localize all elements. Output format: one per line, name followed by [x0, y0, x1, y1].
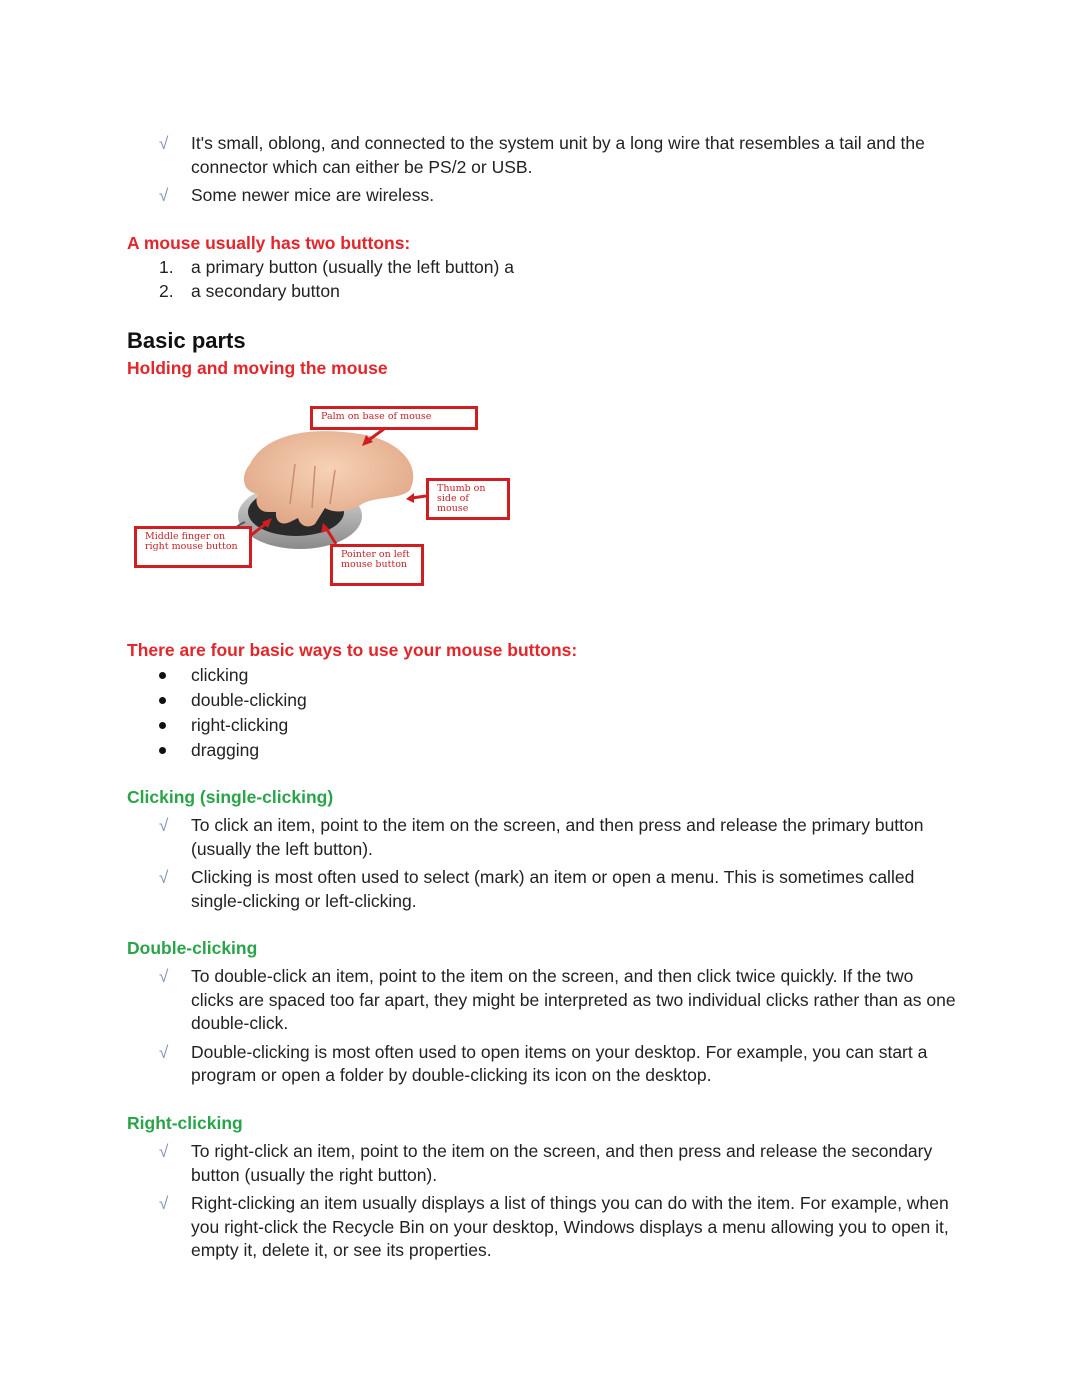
- check-icon: √: [159, 186, 169, 205]
- check-icon: √: [159, 1042, 169, 1062]
- check-item: [0, 1041, 1080, 1088]
- numbered-item-text: a primary button (usually the left button) a: [191, 257, 514, 277]
- bullet-icon: [159, 722, 166, 729]
- ways-bullet-list: [0, 663, 1080, 763]
- check-icon: √: [159, 134, 169, 153]
- bullet-item: [0, 738, 1080, 763]
- callout-middle-finger: Middle finger on right mouse button: [134, 526, 252, 568]
- check-item: [0, 1192, 1080, 1263]
- check-item-text: Some newer mice are wireless.: [191, 185, 435, 205]
- bullet-item: [0, 663, 1080, 688]
- arrow-head: [406, 493, 414, 503]
- buttons-heading: A mouse usually has two buttons:: [127, 233, 411, 253]
- double-clicking-check-list: [0, 965, 1080, 1093]
- check-item: [0, 132, 1080, 179]
- buttons-numbered-list: [0, 256, 1080, 303]
- check-item: [0, 1140, 1080, 1187]
- basic-parts-subtitle: Holding and moving the mouse: [127, 358, 388, 378]
- check-item: [0, 184, 1080, 208]
- check-item-text: To click an item, point to the item on the screen, and then press and release the primary button (usually the left button).: [191, 815, 924, 859]
- check-item: [0, 866, 1080, 913]
- numbered-item-text: a secondary button: [191, 280, 340, 301]
- callout-pointer: Pointer on left mouse button: [330, 544, 424, 586]
- bullet-icon: [159, 697, 166, 704]
- check-item-text: To double-click an item, point to the item on the screen, and then click twice quickly. If the two clicks are spaced too far apart, they might be interpreted as two individual clicks rather than as one double-click.: [191, 966, 956, 1033]
- bullet-item-text: clicking: [191, 665, 249, 685]
- numbered-item: [0, 280, 1080, 304]
- bullet-icon: [159, 672, 166, 679]
- check-item-text: Clicking is most often used to select (mark) an item or open a menu. This is sometimes called single-clicking or left-clicking.: [191, 867, 915, 911]
- check-icon: √: [159, 1142, 169, 1161]
- number-marker: 1.: [159, 257, 174, 277]
- bullet-item: [0, 713, 1080, 738]
- check-icon: √: [159, 967, 169, 986]
- ways-heading: There are four basic ways to use your mouse buttons:: [127, 640, 578, 660]
- bullet-item-text: double-clicking: [191, 690, 307, 710]
- intro-check-list: [0, 132, 1080, 213]
- right-clicking-heading: Right-clicking: [127, 1113, 243, 1133]
- clicking-check-list: [0, 814, 1080, 918]
- section-title-basic-parts: Basic parts: [127, 328, 246, 353]
- check-item-text: Double-clicking is most often used to open items on your desktop. For example, you can start a program or open a folder by double-clicking its icon on the desktop.: [191, 1041, 928, 1085]
- number-marker: 2.: [159, 280, 174, 301]
- check-item-text: It's small, oblong, and connected to the system unit by a long wire that resembles a tail and the connector which can either be PS/2 or USB.: [191, 133, 925, 177]
- clicking-heading: Clicking (single-clicking): [127, 787, 334, 807]
- check-icon: √: [159, 816, 169, 835]
- bullet-item: [0, 688, 1080, 713]
- check-item: [0, 814, 1080, 861]
- right-clicking-check-list: [0, 1140, 1080, 1268]
- check-item: [0, 965, 1080, 1036]
- check-item-text: Right-clicking an item usually displays a list of things you can do with the item. For example, when you right-click the Recycle Bin on your desktop, Windows displays a menu allowing you to open it, empty it, delete it, or see its properties.: [191, 1193, 949, 1260]
- double-clicking-heading: Double-clicking: [127, 938, 258, 958]
- arrow-thumb: [412, 496, 426, 498]
- check-item-text: To right-click an item, point to the item on the screen, and then press and release the secondary button (usually the right button).: [191, 1141, 933, 1185]
- numbered-item: [0, 256, 1080, 280]
- callout-thumb: Thumb on side of mouse: [426, 478, 510, 520]
- bullet-icon: [159, 747, 166, 754]
- bullet-item-text: dragging: [191, 740, 260, 760]
- callout-palm: Palm on base of mouse: [310, 406, 478, 430]
- check-icon: √: [159, 868, 169, 887]
- bullet-item-text: right-clicking: [191, 715, 289, 735]
- mouse-hand-figure: [130, 404, 520, 592]
- check-icon: √: [159, 1194, 169, 1213]
